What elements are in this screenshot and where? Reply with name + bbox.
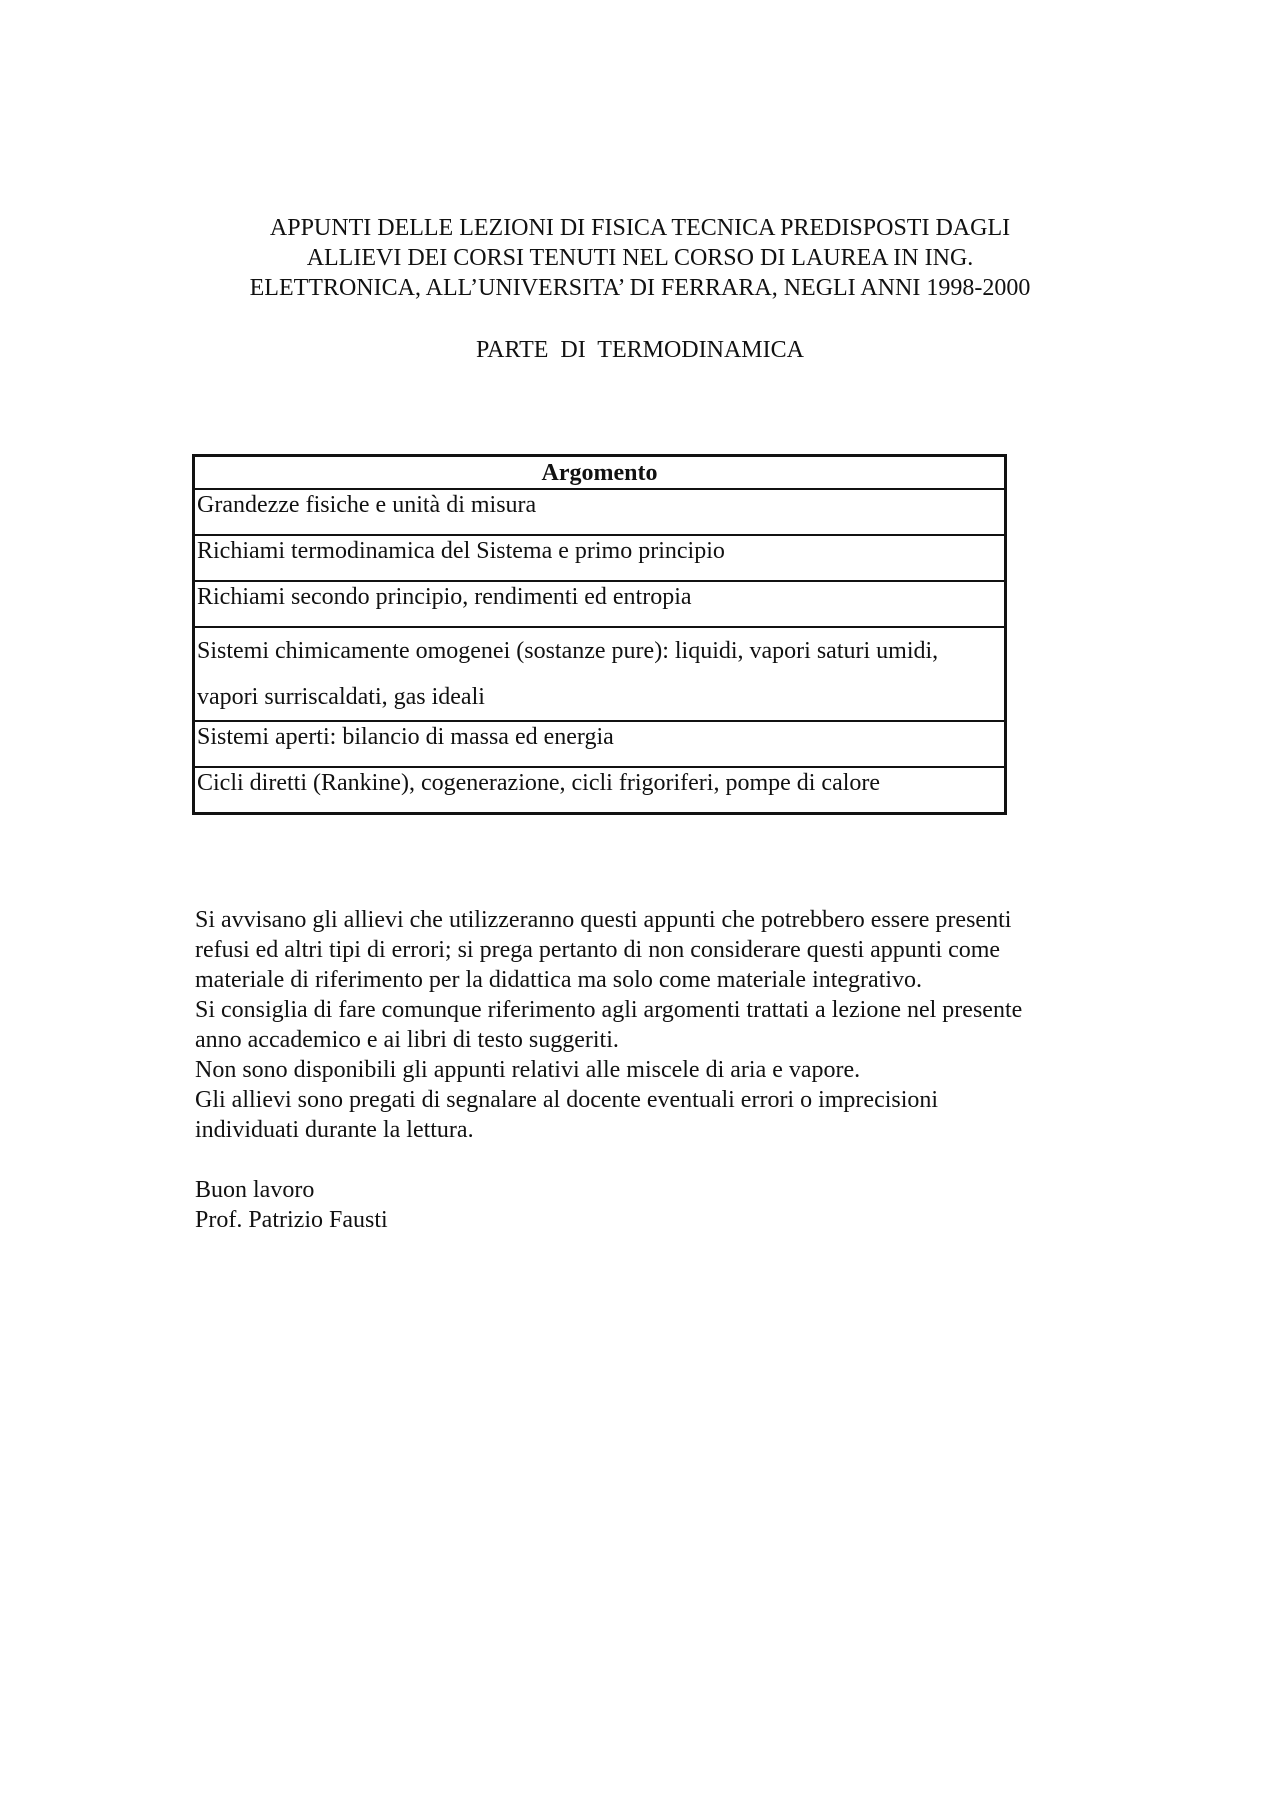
table-cell-topic: Richiami termodinamica del Sistema e primo principio xyxy=(194,535,1006,581)
notice-line: materiale di riferimento per la didattica ma solo come materiale integrativo. xyxy=(195,967,923,993)
topics-table xyxy=(192,454,1007,815)
signature-block xyxy=(195,1175,388,1235)
table-row xyxy=(194,535,1006,581)
table-header-argomento: Argomento xyxy=(194,456,1006,490)
table-row xyxy=(194,581,1006,627)
notice-paragraph xyxy=(195,905,1115,1145)
document-subtitle: PARTE DI TERMODINAMICA xyxy=(476,337,804,363)
document-title xyxy=(0,213,1280,303)
notice-line: Non sono disponibili gli appunti relativi alle miscele di aria e vapore. xyxy=(195,1057,861,1083)
table-row xyxy=(194,627,1006,721)
table-cell-topic: Sistemi aperti: bilancio di massa ed energia xyxy=(194,721,1006,767)
title-line-1: APPUNTI DELLE LEZIONI DI FISICA TECNICA PREDISPOSTI DAGLI xyxy=(269,215,1011,241)
notice-line: Gli allievi sono pregati di segnalare al docente eventuali errori o imprecisioni xyxy=(195,1087,939,1113)
notice-line: individuati durante la lettura. xyxy=(195,1117,474,1143)
notice-line: Si avvisano gli allievi che utilizzeranno questi appunti che potrebbero essere presenti xyxy=(195,907,1012,933)
table-row xyxy=(194,721,1006,767)
table-cell-topic: Cicli diretti (Rankine), cogenerazione, cicli frigoriferi, pompe di calore xyxy=(194,767,1006,814)
notice-line: anno accademico e ai libri di testo suggeriti. xyxy=(195,1027,619,1053)
closing-text: Buon lavoro xyxy=(195,1177,315,1203)
table-header-row xyxy=(194,456,1006,490)
notice-line: Si consiglia di fare comunque riferimento agli argomenti trattati a lezione nel presente xyxy=(195,997,1023,1023)
table-row xyxy=(194,767,1006,814)
author-name: Prof. Patrizio Fausti xyxy=(195,1207,388,1233)
title-line-2: ALLIEVI DEI CORSI TENUTI NEL CORSO DI LAUREA IN ING. xyxy=(306,245,974,271)
table-row xyxy=(194,489,1006,535)
table-cell-topic: Sistemi chimicamente omogenei (sostanze pure): liquidi, vapori saturi umidi, vapori surriscaldati, gas ideali xyxy=(194,627,1006,721)
table-cell-topic: Richiami secondo principio, rendimenti ed entropia xyxy=(194,581,1006,627)
notice-line: refusi ed altri tipi di errori; si prega pertanto di non considerare questi appunti come xyxy=(195,937,1001,963)
title-line-3: ELETTRONICA, ALL’UNIVERSITA’ DI FERRARA, NEGLI ANNI 1998-2000 xyxy=(249,275,1031,301)
table-cell-topic: Grandezze fisiche e unità di misura xyxy=(194,489,1006,535)
